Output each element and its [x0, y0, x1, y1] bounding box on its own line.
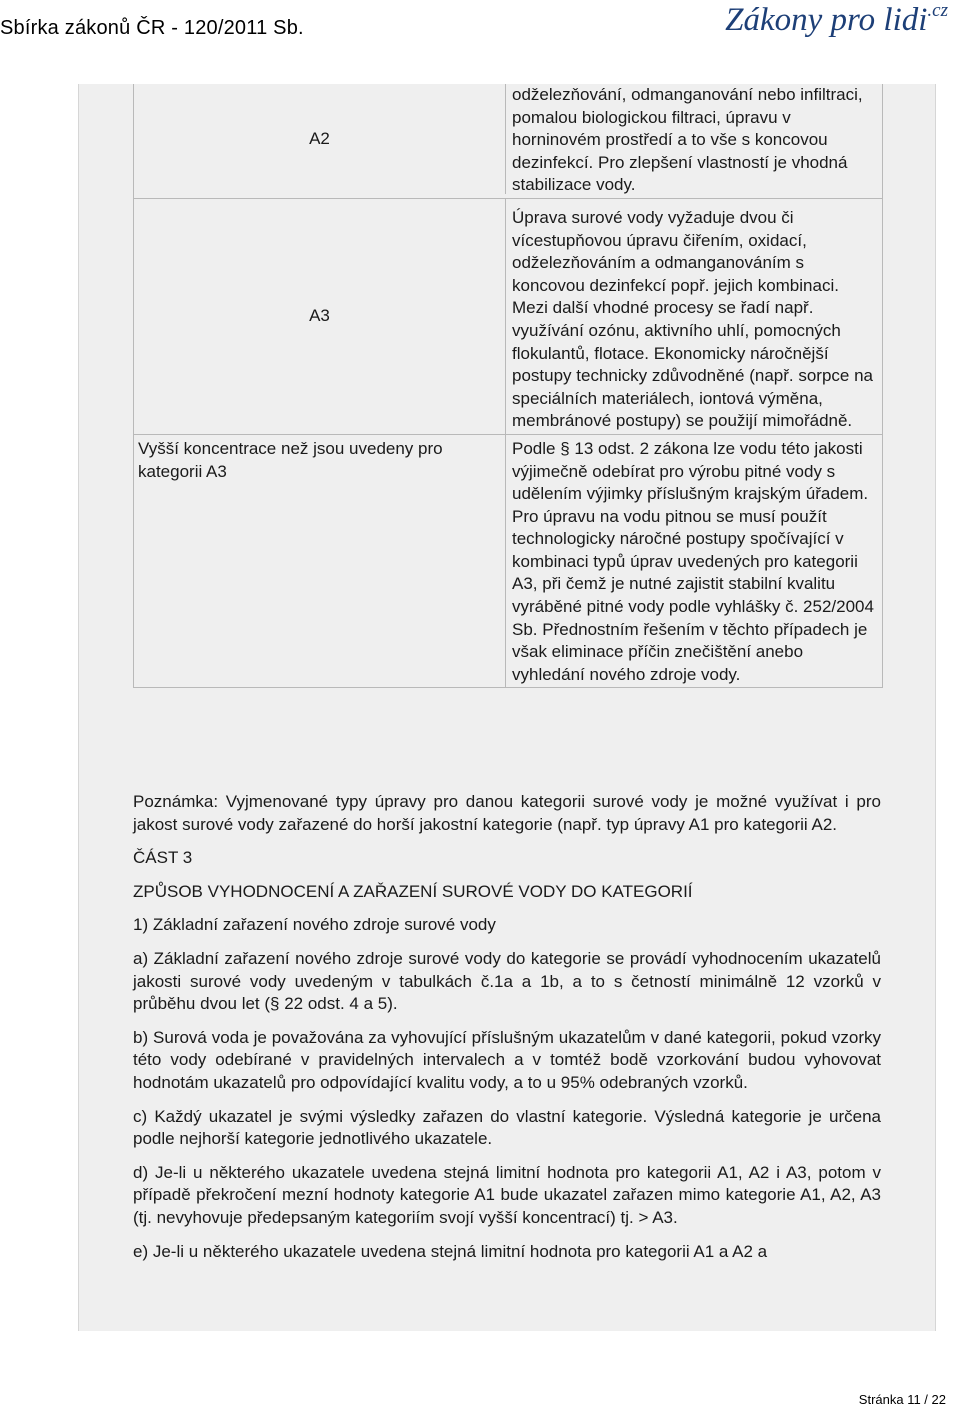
paragraph-b: b) Surová voda je považována za vyhovující příslušným ukazatelům v dané kategorii, pokud vzorky této vody odebírané v pravidelných intervalech a v tomtéž bodě vzorkování budou vyhovovat hodnotám ukazatelů pro odpovídající kvalitu vody, a to u 95% odebraných vzorků.	[133, 1027, 881, 1092]
treatment-table	[133, 84, 883, 688]
paragraph-c: c) Každý ukazatel je svými výsledky zařazen do vlastní kategorie. Výsledná kategorie je určena podle nejhorší kategorie jednotlivého ukazatele.	[133, 1106, 881, 1149]
note-paragraph: Poznámka: Vyjmenované typy úpravy pro danou kategorii surové vody je možné využívat i pro jakost surové vody zařazené do horší jakostní kategorie (např. typ úpravy A1 pro kategorii A2.	[133, 792, 881, 834]
category-cell: Vyšší koncentrace než jsou uvedeny pro kategorii A3	[134, 435, 506, 688]
treatment-cell: Podle § 13 odst. 2 zákona lze vodu této jakosti výjimečně odebírat pro výrobu pitné vody s udělením výjimky příslušným krajským úřadem. Pro úpravu na vodu pitnou se musí použít technologicky náročné postupy spočívající v kombinaci typů úprav uvedených pro kategorii A3, při čemž je nutné zajistit stabilní kvalitu vyráběné pitné vody podle vyhlášky č. 252/2004 Sb. Přednostním řešením v těchto případech je však eliminace příčin znečištění anebo vyhledání nového zdroje vody.	[512, 438, 874, 684]
treatment-cell: Úprava surové vody vyžaduje dvou či vícestupňovou úpravu čiřením, oxidací, odželezňováním a odmanganováním s koncovou dezinfekcí popř. jejich kombinaci. Mezi další vhodné procesy se řadí např. využívání ozónu, aktivního uhlí, pomocných flokulantů, flotace. Ekonomicky náročnější postupy technicky zdůvodněné (např. sorpce na speciálních materiálech, iontová výměna, membránové postupy) se použijí mimořádně.	[512, 207, 874, 431]
paragraph-e: e) Je-li u některého ukazatele uvedena stejná limitní hodnota pro kategorii A1 a A2 a	[133, 1241, 768, 1261]
paragraph-d: d) Je-li u některého ukazatele uvedena stejná limitní hodnota pro kategorii A1, A2 i A3, potom v případě překročení mezní hodnoty kategorie A1 bude ukazatel zařazen mimo kategorie A1, A2, A3 (tj. nevyhovuje předepsaným kategoriím svojí vyšší koncentrací) tj. > A3.	[133, 1162, 881, 1227]
logo-suffix: .cz	[927, 0, 948, 21]
category-cell: A2	[134, 84, 506, 194]
category-cell: A3	[134, 199, 506, 434]
part-heading: ČÁST 3	[133, 848, 193, 868]
page-number: Stránka 11 / 22	[858, 1392, 946, 1407]
part-title: ZPŮSOB VYHODNOCENÍ A ZAŘAZENÍ SUROVÉ VODY DO KATEGORIÍ	[133, 881, 693, 901]
table-row	[134, 84, 882, 198]
document-body	[133, 791, 881, 1274]
table-row	[134, 434, 882, 688]
site-logo[interactable]	[725, 2, 948, 39]
paragraph-a: a) Základní zařazení nového zdroje surové vody do kategorie se provádí vyhodnocením ukazatelů jakosti surové vody uvedeným v tabulkách č.1a a 1b, a to s četností minimálně 12 vzorků v průběhu dvou let (§ 22 odst. 4 a 5).	[133, 948, 881, 1014]
table-row	[134, 198, 882, 434]
document-title: Sbírka zákonů ČR - 120/2011 Sb.	[0, 17, 304, 39]
section-heading: 1) Základní zařazení nového zdroje surové vody	[133, 915, 496, 935]
treatment-cell: odželezňování, odmanganování nebo infiltraci, pomalou biologickou filtraci, úpravu v horninovém prostředí a to vše s koncovou dezinfekcí. Pro zlepšení vlastností je vhodná stabilizace vody.	[512, 85, 863, 195]
logo-text: Zákony pro lidi	[725, 2, 928, 38]
